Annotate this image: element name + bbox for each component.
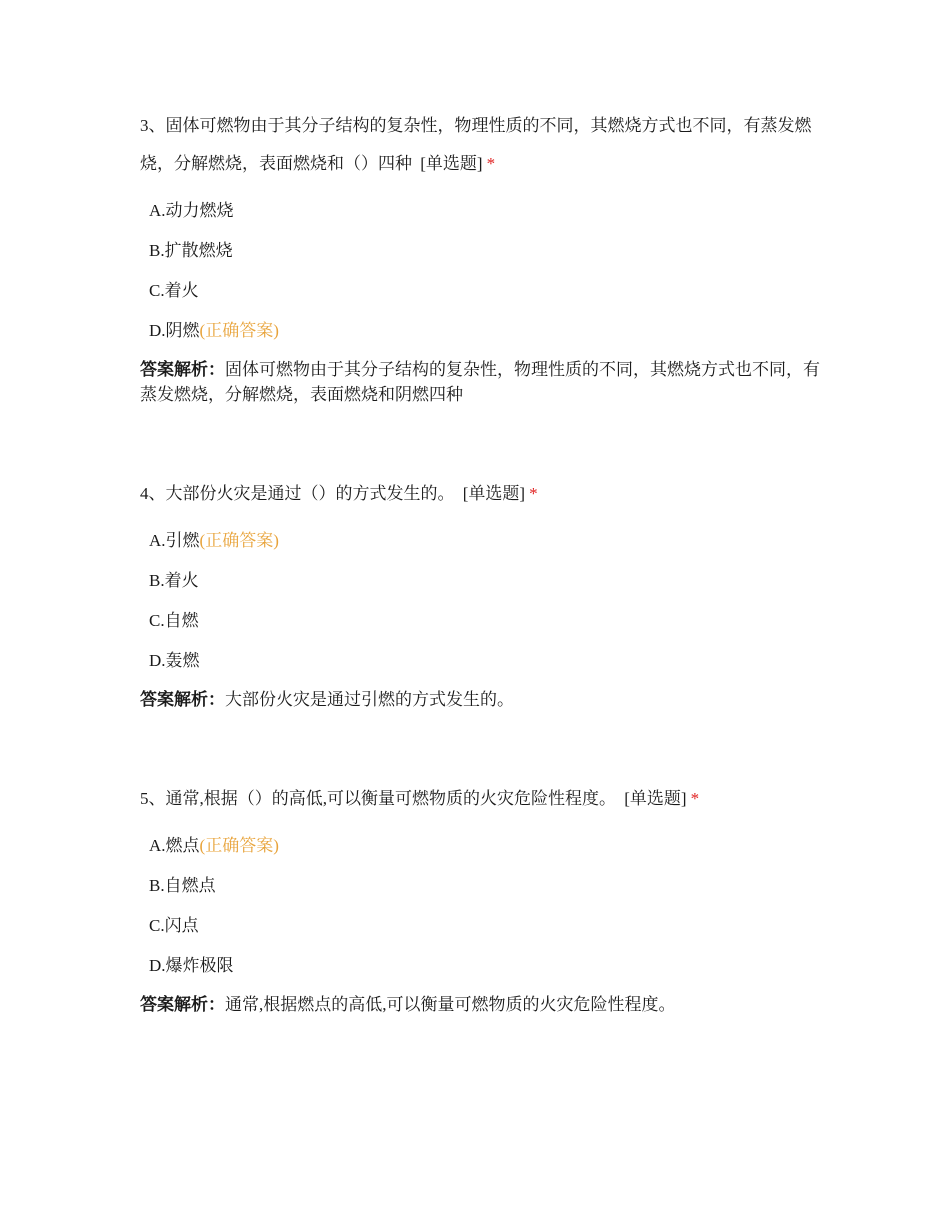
option-list xyxy=(140,826,820,986)
option-b[interactable] xyxy=(140,866,820,906)
option-label: A.燃点 xyxy=(149,836,200,855)
option-b[interactable] xyxy=(140,561,820,601)
option-c[interactable] xyxy=(140,271,820,311)
analysis-label: 答案解析： xyxy=(140,690,225,709)
question-type: [单选题] xyxy=(462,484,526,503)
option-label: D.阴燃 xyxy=(149,321,200,340)
answer-analysis xyxy=(140,687,820,712)
question-4 xyxy=(140,475,820,712)
option-d[interactable] xyxy=(140,641,820,681)
option-list xyxy=(140,191,820,351)
option-a[interactable] xyxy=(140,826,820,866)
analysis-text: 通常,根据燃点的高低,可以衡量可燃物质的火灾危险性程度。 xyxy=(225,995,676,1014)
correct-tag: (正确答案) xyxy=(199,321,279,340)
option-label: C.闪点 xyxy=(149,916,199,935)
option-a[interactable] xyxy=(140,521,820,561)
option-c[interactable] xyxy=(140,906,820,946)
question-title xyxy=(140,475,820,513)
answer-analysis xyxy=(140,357,820,407)
question-type: [单选题] xyxy=(420,154,483,173)
question-number: 5、 xyxy=(140,789,166,808)
option-label: A.动力燃烧 xyxy=(149,201,234,220)
option-d[interactable] xyxy=(140,946,820,986)
option-label: A.引燃 xyxy=(149,531,200,550)
analysis-label: 答案解析： xyxy=(140,995,225,1014)
analysis-text: 大部份火灾是通过引燃的方式发生的。 xyxy=(225,690,514,709)
correct-tag: (正确答案) xyxy=(199,836,279,855)
question-text: 通常,根据（）的高低,可以衡量可燃物质的火灾危险性程度。 xyxy=(165,789,616,808)
question-text: 大部份火灾是通过（）的方式发生的。 xyxy=(165,484,455,503)
question-title xyxy=(140,107,820,183)
question-number: 4、 xyxy=(140,484,166,503)
question-type: [单选题] xyxy=(624,789,687,808)
option-label: D.轰燃 xyxy=(149,651,200,670)
option-label: B.着火 xyxy=(149,571,199,590)
question-3 xyxy=(140,107,820,407)
correct-tag: (正确答案) xyxy=(199,531,279,550)
option-label: C.着火 xyxy=(149,281,199,300)
question-number: 3、 xyxy=(140,116,166,135)
analysis-text: 固体可燃物由于其分子结构的复杂性，物理性质的不同，其燃烧方式也不同，有蒸发燃烧，分解燃烧，表面燃烧和阴燃四种 xyxy=(140,360,820,404)
question-text: 固体可燃物由于其分子结构的复杂性，物理性质的不同，其燃烧方式也不同，有蒸发燃烧，分解燃烧，表面燃烧和（）四种 xyxy=(140,116,812,173)
option-label: B.扩散燃烧 xyxy=(149,241,233,260)
option-label: C.自燃 xyxy=(149,611,199,630)
answer-analysis xyxy=(140,992,820,1017)
option-label: D.爆炸极限 xyxy=(149,956,234,975)
required-mark: * xyxy=(529,484,538,503)
required-mark: * xyxy=(486,154,496,173)
question-5 xyxy=(140,780,820,1017)
option-list xyxy=(140,521,820,681)
option-c[interactable] xyxy=(140,601,820,641)
analysis-label: 答案解析： xyxy=(140,360,225,379)
option-b[interactable] xyxy=(140,231,820,271)
option-d[interactable] xyxy=(140,311,820,351)
option-a[interactable] xyxy=(140,191,820,231)
required-mark: * xyxy=(690,789,700,808)
option-label: B.自燃点 xyxy=(149,876,216,895)
question-title xyxy=(140,780,820,818)
